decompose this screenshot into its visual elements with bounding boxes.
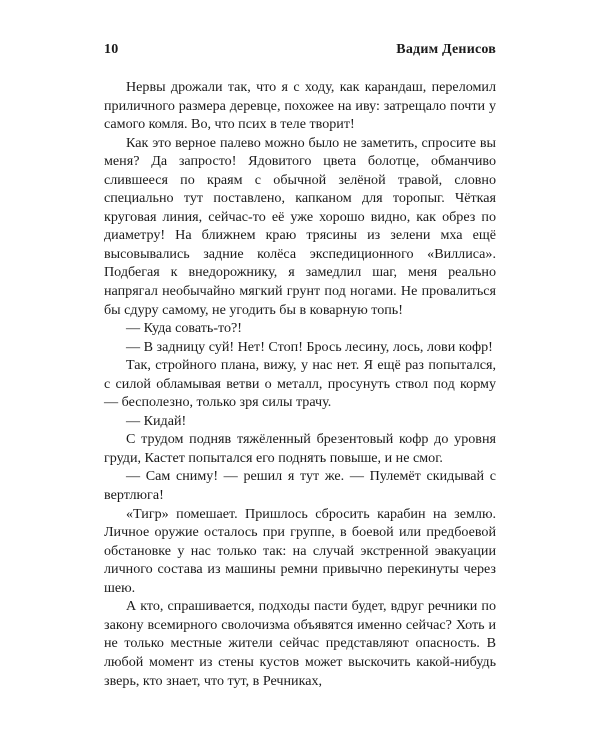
paragraph: С трудом подняв тяжёленный брезентовый кофр до уровня груди, Кастет попытался его поднять повыше, и не смог. xyxy=(104,431,496,466)
paragraph: — В задницу суй! Нет! Стоп! Брось лесину, лось, лови кофр! xyxy=(126,338,493,355)
running-title: Вадим Денисов xyxy=(396,42,496,57)
paragraph: «Тигр» помешает. Пришлось сбросить карабин на землю. Личное оружие осталось при группе, в боевой или предбоевой обстановке у нас только так: на случай экстренной эвакуации личного состава из машины ремни привычно перекинуты через шею. xyxy=(104,505,496,596)
paragraph: — Куда совать-то?! xyxy=(126,320,242,337)
paragraph: Так, стройного плана, вижу, у нас нет. Я ещё раз попытался, с силой обламывая ветви о металл, просунуть ствол под корму — бесполезно, только зря силы трачу. xyxy=(104,357,496,411)
paragraph: Как это верное палево можно было не заметить, спросите вы меня? Да запросто! Ядовитого цвета болотце, обманчиво слившееся по краям с обычной зелёной травой, словно специально тут поставлено, капканом для торопыг. Чёткая круговая линия, сейчас-то её уже хорошо видно, как обрез по диаметру! На ближнем краю трясины из зелени мха ещё высовывались задние колёса экспедиционного «Виллиса». Подбегая к внедорожнику, я замедлил шаг, меня реально напрягал необычайно мягкий грунт под ногами. Не провалиться бы сдуру самому, не угодить бы в коварную топь! xyxy=(104,134,496,318)
paragraph: А кто, спрашивается, подходы пасти будет, вдруг речники по закону всемирного сволочизма объявятся именно сейчас? Хоть и не только местные жители сейчас представляют опасность. В любой момент из стены кустов может выскочить какой-нибудь зверь, кто знает, что тут, в Речниках, xyxy=(104,598,496,689)
paragraph: — Кидай! xyxy=(126,412,187,429)
paragraph: Нервы дрожали так, что я с ходу, как карандаш, переломил приличного размера деревце, похожее на иву: затрещало почти у самого комля. Во, что псих в теле творит! xyxy=(104,79,496,133)
paragraph: — Сам сниму! — решил я тут же. — Пулемёт скидывай с вертлюга! xyxy=(104,468,496,504)
body-text xyxy=(104,78,496,690)
page-header xyxy=(104,42,496,58)
page-number: 10 xyxy=(104,42,119,57)
